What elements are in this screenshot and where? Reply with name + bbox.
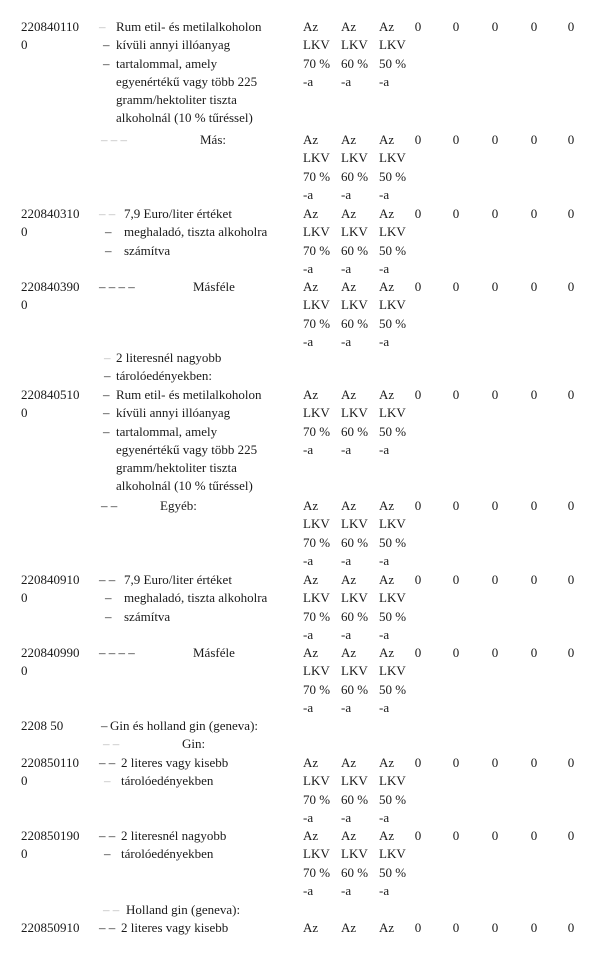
- zero-value: 0: [491, 206, 499, 221]
- duty-rate-1: Az LKV 70 % -a: [303, 132, 331, 202]
- duty-rate-3: Az LKV 50 % -a: [379, 279, 407, 349]
- description: 2 literesnél nagyobb tárolóedényekben:: [116, 350, 222, 384]
- indent-dash: – –: [103, 736, 120, 751]
- zero-value: 0: [567, 387, 575, 402]
- duty-rate-3: Az LKV 50 % -a: [379, 645, 407, 715]
- zero-value: 0: [567, 572, 575, 587]
- duty-rate-1: Az LKV 70 % -a: [303, 828, 331, 898]
- duty-rate-3: Az LKV 50 % -a: [379, 132, 407, 202]
- zero-value: 0: [530, 132, 538, 147]
- description: Holland gin (geneva):: [126, 902, 241, 917]
- zero-value: 0: [530, 920, 538, 935]
- indent-dash: – –: [99, 206, 116, 221]
- description: Gin és holland gin (geneva):: [110, 718, 259, 733]
- indent-dash: –: [105, 242, 112, 258]
- zero-value: 0: [414, 279, 422, 294]
- zero-value: 0: [414, 498, 422, 513]
- duty-rate-3: Az: [379, 920, 395, 935]
- duty-rate-2: Az LKV 60 % -a: [341, 828, 369, 898]
- zero-value: 0: [414, 19, 422, 34]
- description: 7,9 Euro/liter értéket meghaladó, tiszta alkoholra számítva: [124, 206, 268, 258]
- zero-value: 0: [567, 19, 575, 34]
- zero-value: 0: [491, 920, 499, 935]
- cn-code: 220850910: [21, 920, 80, 935]
- zero-value: 0: [567, 755, 575, 770]
- zero-value: 0: [452, 132, 460, 147]
- duty-rate-2: Az LKV 60 % -a: [341, 498, 369, 568]
- indent-dash: –: [105, 224, 112, 240]
- duty-rate-2: Az LKV 60 % -a: [341, 387, 369, 457]
- zero-value: 0: [452, 279, 460, 294]
- indent-dash: –: [103, 405, 110, 421]
- zero-value: 0: [452, 920, 460, 935]
- description: Gin:: [182, 736, 206, 751]
- zero-value: 0: [452, 387, 460, 402]
- zero-value: 0: [414, 132, 422, 147]
- zero-value: 0: [491, 828, 499, 843]
- zero-value: 0: [414, 755, 422, 770]
- zero-value: 0: [452, 755, 460, 770]
- description: 2 literes vagy kisebb tárolóedényekben: [121, 755, 229, 789]
- zero-value: 0: [491, 387, 499, 402]
- description: Rum etil- és metilalkoholon kívüli annyi illóanyag tartalommal, amely egyenértékű vagy több 225 gramm/hektoliter tiszta alkoholnál (10 % tűréssel): [116, 387, 262, 494]
- indent-dash: –: [104, 350, 111, 365]
- zero-value: 0: [530, 498, 538, 513]
- duty-rate-3: Az LKV 50 % -a: [379, 755, 407, 825]
- zero-value: 0: [491, 572, 499, 587]
- duty-rate-1: Az LKV 70 % -a: [303, 572, 331, 642]
- cn-code: 220840110 0: [21, 19, 80, 53]
- indent-dash: –: [104, 846, 111, 862]
- description: Egyéb:: [160, 498, 197, 513]
- duty-rate-2: Az: [341, 920, 357, 935]
- duty-rate-2: Az LKV 60 % -a: [341, 572, 369, 642]
- zero-value: 0: [530, 572, 538, 587]
- zero-value: 0: [414, 645, 422, 660]
- indent-dash: –: [104, 773, 111, 789]
- indent-dash: –: [103, 387, 110, 402]
- duty-rate-3: Az LKV 50 % -a: [379, 828, 407, 898]
- duty-rate-1: Az LKV 70 % -a: [303, 755, 331, 825]
- description: Másféle: [193, 645, 235, 660]
- zero-value: 0: [491, 755, 499, 770]
- zero-value: 0: [530, 279, 538, 294]
- zero-value: 0: [491, 19, 499, 34]
- description: 2 literes vagy kisebb: [121, 920, 229, 935]
- cn-code: 220840990 0: [21, 645, 80, 679]
- indent-dash: – – – –: [99, 645, 135, 660]
- indent-dash: –: [105, 608, 112, 624]
- zero-value: 0: [530, 206, 538, 221]
- description: Más:: [200, 132, 226, 147]
- duty-rate-3: Az LKV 50 % -a: [379, 572, 407, 642]
- duty-rate-1: Az LKV 70 % -a: [303, 19, 331, 89]
- duty-rate-2: Az LKV 60 % -a: [341, 19, 369, 89]
- indent-dash: –: [104, 368, 111, 384]
- zero-value: 0: [567, 498, 575, 513]
- zero-value: 0: [452, 828, 460, 843]
- indent-dash: –: [103, 423, 110, 439]
- zero-value: 0: [567, 279, 575, 294]
- zero-value: 0: [530, 645, 538, 660]
- indent-dash: – – – –: [99, 279, 135, 294]
- zero-value: 0: [567, 206, 575, 221]
- indent-dash: – –: [99, 920, 116, 935]
- cn-code: 220850110 0: [21, 755, 80, 789]
- zero-value: 0: [567, 645, 575, 660]
- duty-rate-3: Az LKV 50 % -a: [379, 387, 407, 457]
- zero-value: 0: [491, 498, 499, 513]
- indent-dash: –: [103, 37, 110, 52]
- indent-dash: – –: [101, 498, 118, 513]
- cn-code: 220840390 0: [21, 279, 80, 313]
- indent-dash: – – –: [101, 132, 127, 147]
- duty-rate-3: Az LKV 50 % -a: [379, 19, 407, 89]
- zero-value: 0: [452, 206, 460, 221]
- zero-value: 0: [567, 828, 575, 843]
- zero-value: 0: [414, 206, 422, 221]
- indent-dash: – –: [99, 572, 116, 587]
- zero-value: 0: [567, 132, 575, 147]
- cn-code: 220840310 0: [21, 206, 80, 240]
- indent-dash: –: [99, 19, 106, 34]
- indent-dash: – –: [99, 755, 116, 770]
- zero-value: 0: [414, 920, 422, 935]
- cn-code: 220840910 0: [21, 572, 80, 606]
- duty-rate-1: Az LKV 70 % -a: [303, 206, 331, 276]
- zero-value: 0: [530, 19, 538, 34]
- cn-code: 220850190 0: [21, 828, 80, 862]
- zero-value: 0: [452, 645, 460, 660]
- duty-rate-3: Az LKV 50 % -a: [379, 498, 407, 568]
- indent-dash: – –: [103, 902, 120, 917]
- duty-rate-2: Az LKV 60 % -a: [341, 755, 369, 825]
- duty-rate-1: Az LKV 70 % -a: [303, 498, 331, 568]
- description: 2 literesnél nagyobb tárolóedényekben: [121, 828, 227, 862]
- description: Rum etil- és metilalkoholon kívüli annyi illóanyag tartalommal, amely egyenértékű vagy több 225 gramm/hektoliter tiszta alkoholnál (10 % tűréssel): [116, 19, 262, 126]
- indent-dash: –: [101, 718, 108, 733]
- indent-dash: – –: [99, 828, 116, 843]
- duty-rate-2: Az LKV 60 % -a: [341, 206, 369, 276]
- description: 7,9 Euro/liter értéket meghaladó, tiszta alkoholra számítva: [124, 572, 268, 624]
- duty-rate-2: Az LKV 60 % -a: [341, 645, 369, 715]
- zero-value: 0: [452, 572, 460, 587]
- zero-value: 0: [530, 755, 538, 770]
- zero-value: 0: [452, 19, 460, 34]
- duty-rate-1: Az LKV 70 % -a: [303, 645, 331, 715]
- zero-value: 0: [414, 828, 422, 843]
- zero-value: 0: [414, 572, 422, 587]
- zero-value: 0: [414, 387, 422, 402]
- duty-rate-2: Az LKV 60 % -a: [341, 279, 369, 349]
- zero-value: 0: [491, 645, 499, 660]
- duty-rate-1: Az: [303, 920, 319, 935]
- zero-value: 0: [530, 828, 538, 843]
- description: Másféle: [193, 279, 235, 294]
- indent-dash: –: [105, 590, 112, 606]
- duty-rate-1: Az LKV 70 % -a: [303, 387, 331, 457]
- zero-value: 0: [567, 920, 575, 935]
- zero-value: 0: [530, 387, 538, 402]
- cn-code: 2208 50: [21, 718, 64, 733]
- indent-dash: –: [103, 55, 110, 71]
- zero-value: 0: [491, 132, 499, 147]
- duty-rate-3: Az LKV 50 % -a: [379, 206, 407, 276]
- zero-value: 0: [452, 498, 460, 513]
- duty-rate-2: Az LKV 60 % -a: [341, 132, 369, 202]
- cn-code: 220840510 0: [21, 387, 80, 421]
- duty-rate-1: Az LKV 70 % -a: [303, 279, 331, 349]
- zero-value: 0: [491, 279, 499, 294]
